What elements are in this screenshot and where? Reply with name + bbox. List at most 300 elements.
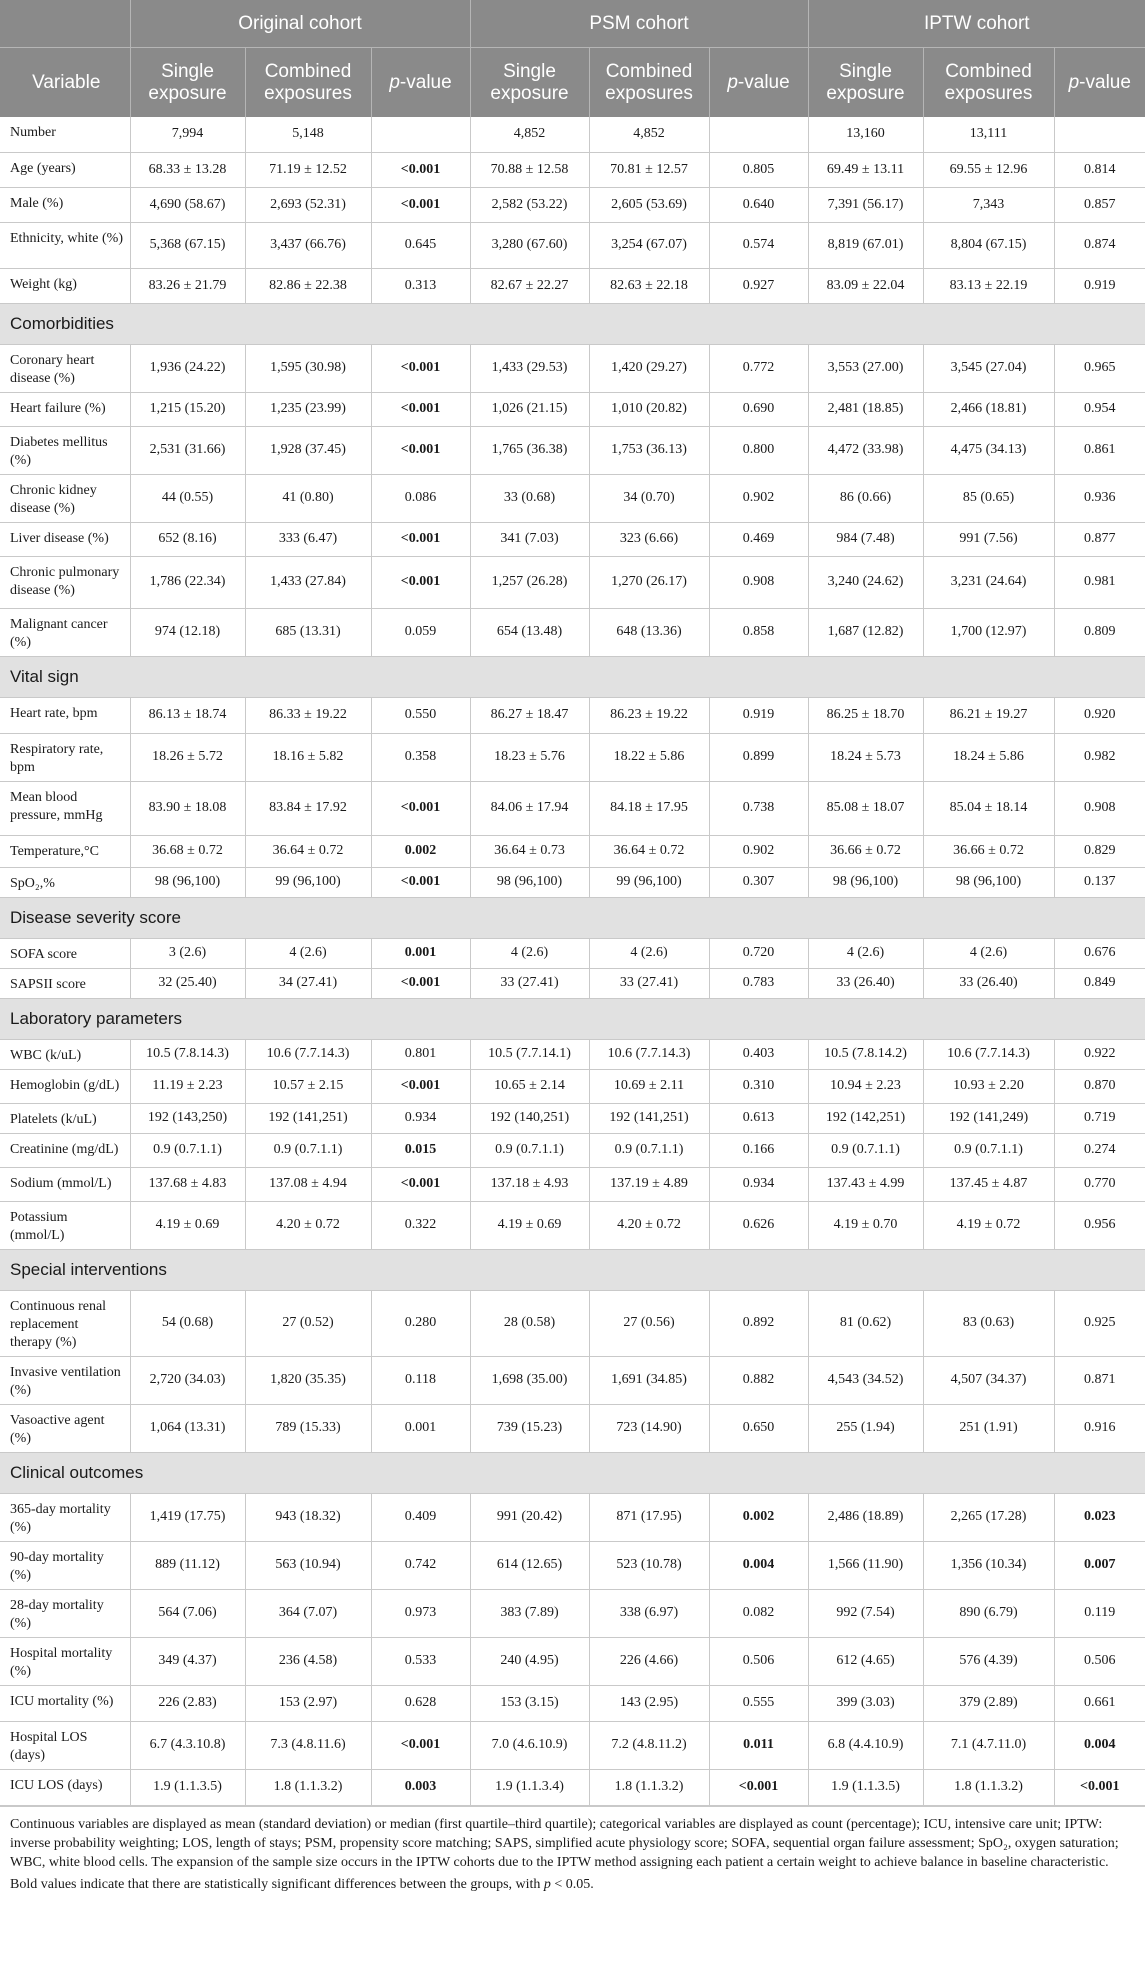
value-cell: 10.6 (7.7.14.3) — [589, 1039, 709, 1069]
value-cell: 2,531 (31.66) — [130, 426, 245, 474]
value-cell: 1,765 (36.38) — [470, 426, 589, 474]
value-cell: 251 (1.91) — [923, 1404, 1054, 1452]
p-value-cell: 0.007 — [1054, 1541, 1145, 1589]
row-label: Weight (kg) — [0, 268, 130, 303]
value-cell: 1,753 (36.13) — [589, 426, 709, 474]
value-cell: 4.19 ± 0.69 — [470, 1201, 589, 1249]
p-value-cell: 0.626 — [709, 1201, 808, 1249]
value-cell: 4,543 (34.52) — [808, 1356, 923, 1404]
value-cell: 0.9 (0.7.1.1) — [470, 1133, 589, 1167]
p-value-cell: 0.927 — [709, 268, 808, 303]
table-row — [0, 608, 1145, 656]
p-value-cell: 0.307 — [709, 867, 808, 897]
value-cell: 0.9 (0.7.1.1) — [808, 1133, 923, 1167]
table-row — [0, 222, 1145, 268]
value-cell: 4,475 (34.13) — [923, 426, 1054, 474]
p-value-cell: 0.001 — [371, 1404, 470, 1452]
table-row — [0, 426, 1145, 474]
value-cell: 69.49 ± 13.11 — [808, 152, 923, 187]
p-value-cell: 0.922 — [1054, 1039, 1145, 1069]
p-value-cell: 0.280 — [371, 1290, 470, 1356]
value-cell: 99 (96,100) — [589, 867, 709, 897]
row-label: Ethnicity, white (%) — [0, 222, 130, 268]
value-cell: 36.64 ± 0.72 — [245, 835, 371, 867]
row-label: Sodium (mmol/L) — [0, 1167, 130, 1201]
value-cell: 4.20 ± 0.72 — [589, 1201, 709, 1249]
value-cell: 2,720 (34.03) — [130, 1356, 245, 1404]
p-value-cell — [709, 117, 808, 152]
value-cell: 1,356 (10.34) — [923, 1541, 1054, 1589]
p-value-cell: 0.011 — [709, 1721, 808, 1769]
value-cell: 86.27 ± 18.47 — [470, 697, 589, 733]
value-cell: 137.43 ± 4.99 — [808, 1167, 923, 1201]
section-row — [0, 897, 1145, 938]
value-cell: 0.9 (0.7.1.1) — [589, 1133, 709, 1167]
p-value-cell: 0.082 — [709, 1589, 808, 1637]
value-cell: 1,026 (21.15) — [470, 392, 589, 426]
p-value-cell: 0.925 — [1054, 1290, 1145, 1356]
value-cell: 18.16 ± 5.82 — [245, 733, 371, 781]
value-cell: 614 (12.65) — [470, 1541, 589, 1589]
value-cell: 86.21 ± 19.27 — [923, 697, 1054, 733]
p-value-cell: 0.015 — [371, 1133, 470, 1167]
row-label: Continuous renal replacement therapy (%) — [0, 1290, 130, 1356]
row-label: 28-day mortality (%) — [0, 1589, 130, 1637]
combined-exposures-header: Combined exposures — [245, 48, 371, 118]
row-label: Age (years) — [0, 152, 130, 187]
value-cell: 0.9 (0.7.1.1) — [245, 1133, 371, 1167]
value-cell: 1,010 (20.82) — [589, 392, 709, 426]
combined-exposures-header: Combined exposures — [589, 48, 709, 118]
p-value-cell: 0.533 — [371, 1637, 470, 1685]
value-cell: 137.18 ± 4.93 — [470, 1167, 589, 1201]
value-cell: 333 (6.47) — [245, 522, 371, 556]
row-label: Mean blood pressure, mmHg — [0, 781, 130, 835]
table-row — [0, 1541, 1145, 1589]
p-value-cell: 0.770 — [1054, 1167, 1145, 1201]
p-value-cell: 0.874 — [1054, 222, 1145, 268]
value-cell: 3,280 (67.60) — [470, 222, 589, 268]
row-label: Hemoglobin (g/dL) — [0, 1069, 130, 1103]
value-cell: 1,691 (34.85) — [589, 1356, 709, 1404]
value-cell: 240 (4.95) — [470, 1637, 589, 1685]
value-cell: 192 (141,249) — [923, 1103, 1054, 1133]
single-exposure-header: Single exposure — [808, 48, 923, 118]
p-value-cell: 0.902 — [709, 474, 808, 522]
value-cell: 991 (7.56) — [923, 522, 1054, 556]
value-cell: 383 (7.89) — [470, 1589, 589, 1637]
value-cell: 68.33 ± 13.28 — [130, 152, 245, 187]
row-label: 90-day mortality (%) — [0, 1541, 130, 1589]
table-body — [0, 117, 1145, 1805]
p-value-cell: 0.934 — [371, 1103, 470, 1133]
table-row — [0, 474, 1145, 522]
p-value-cell: 0.919 — [709, 697, 808, 733]
value-cell: 69.55 ± 12.96 — [923, 152, 1054, 187]
value-cell: 226 (2.83) — [130, 1685, 245, 1721]
value-cell: 4.19 ± 0.72 — [923, 1201, 1054, 1249]
value-cell: 41 (0.80) — [245, 474, 371, 522]
p-value-cell: 0.002 — [709, 1493, 808, 1541]
value-cell: 192 (141,251) — [589, 1103, 709, 1133]
p-value-cell: <0.001 — [371, 344, 470, 392]
value-cell: 889 (11.12) — [130, 1541, 245, 1589]
section-header: Laboratory parameters — [0, 998, 1145, 1039]
table-row — [0, 1039, 1145, 1069]
value-cell: 13,111 — [923, 117, 1054, 152]
p-value-cell: 0.003 — [371, 1769, 470, 1805]
value-cell: 2,486 (18.89) — [808, 1493, 923, 1541]
row-label: Potassium (mmol/L) — [0, 1201, 130, 1249]
value-cell: 143 (2.95) — [589, 1685, 709, 1721]
table-row — [0, 392, 1145, 426]
value-cell: 192 (140,251) — [470, 1103, 589, 1133]
group-header-original: Original cohort — [130, 0, 470, 48]
value-cell: 98 (96,100) — [130, 867, 245, 897]
value-cell: 4.19 ± 0.69 — [130, 1201, 245, 1249]
p-value-cell: 0.313 — [371, 268, 470, 303]
value-cell: 943 (18.32) — [245, 1493, 371, 1541]
value-cell: 27 (0.52) — [245, 1290, 371, 1356]
value-cell: 6.7 (4.3.10.8) — [130, 1721, 245, 1769]
value-cell: 7,391 (56.17) — [808, 187, 923, 222]
value-cell: 11.19 ± 2.23 — [130, 1069, 245, 1103]
value-cell: 349 (4.37) — [130, 1637, 245, 1685]
row-label: SpO₂,% — [0, 867, 130, 897]
table-row — [0, 1290, 1145, 1356]
p-value-cell: 0.574 — [709, 222, 808, 268]
value-cell: 1,215 (15.20) — [130, 392, 245, 426]
p-value-cell: 0.322 — [371, 1201, 470, 1249]
value-cell: 226 (4.66) — [589, 1637, 709, 1685]
p-value-header: p-value — [371, 48, 470, 118]
p-value-cell: 0.086 — [371, 474, 470, 522]
row-label: ICU mortality (%) — [0, 1685, 130, 1721]
p-value-cell: 0.877 — [1054, 522, 1145, 556]
table-row — [0, 152, 1145, 187]
p-value-cell: 0.469 — [709, 522, 808, 556]
p-value-cell: <0.001 — [371, 152, 470, 187]
value-cell: 576 (4.39) — [923, 1637, 1054, 1685]
value-cell: 70.88 ± 12.58 — [470, 152, 589, 187]
table-row — [0, 835, 1145, 867]
value-cell: 98 (96,100) — [808, 867, 923, 897]
p-value-cell: 0.882 — [709, 1356, 808, 1404]
row-label: Respiratory rate, bpm — [0, 733, 130, 781]
value-cell: 33 (27.41) — [589, 968, 709, 998]
value-cell: 36.68 ± 0.72 — [130, 835, 245, 867]
value-cell: 1,936 (24.22) — [130, 344, 245, 392]
p-value-cell: 0.690 — [709, 392, 808, 426]
value-cell: 82.63 ± 22.18 — [589, 268, 709, 303]
p-value-cell: 0.650 — [709, 1404, 808, 1452]
value-cell: 10.57 ± 2.15 — [245, 1069, 371, 1103]
value-cell: 1.8 (1.1.3.2) — [245, 1769, 371, 1805]
value-cell: 10.5 (7.8.14.2) — [808, 1039, 923, 1069]
group-header-iptw: IPTW cohort — [808, 0, 1145, 48]
value-cell: 54 (0.68) — [130, 1290, 245, 1356]
value-cell: 98 (96,100) — [470, 867, 589, 897]
p-value-cell: 0.956 — [1054, 1201, 1145, 1249]
table-row — [0, 1721, 1145, 1769]
value-cell: 341 (7.03) — [470, 522, 589, 556]
table-row — [0, 1167, 1145, 1201]
table-row — [0, 1069, 1145, 1103]
value-cell: 0.9 (0.7.1.1) — [130, 1133, 245, 1167]
value-cell: 3,254 (67.07) — [589, 222, 709, 268]
p-value-cell: 0.783 — [709, 968, 808, 998]
value-cell: 2,481 (18.85) — [808, 392, 923, 426]
value-cell: 7.2 (4.8.11.2) — [589, 1721, 709, 1769]
value-cell: 685 (13.31) — [245, 608, 371, 656]
table-row — [0, 697, 1145, 733]
single-exposure-header: Single exposure — [130, 48, 245, 118]
value-cell: 1.9 (1.1.3.4) — [470, 1769, 589, 1805]
section-header: Clinical outcomes — [0, 1452, 1145, 1493]
variable-column-header: Variable — [0, 48, 130, 118]
p-value-cell: 0.613 — [709, 1103, 808, 1133]
value-cell: 85 (0.65) — [923, 474, 1054, 522]
p-value-cell: 0.738 — [709, 781, 808, 835]
value-cell: 1,820 (35.35) — [245, 1356, 371, 1404]
value-cell: 192 (143,250) — [130, 1103, 245, 1133]
p-value-cell: 0.801 — [371, 1039, 470, 1069]
value-cell: 18.22 ± 5.86 — [589, 733, 709, 781]
value-cell: 85.08 ± 18.07 — [808, 781, 923, 835]
section-header: Disease severity score — [0, 897, 1145, 938]
table-row — [0, 867, 1145, 897]
p-value-cell: <0.001 — [371, 556, 470, 608]
value-cell: 34 (27.41) — [245, 968, 371, 998]
p-value-cell: <0.001 — [371, 968, 470, 998]
p-value-cell: 0.908 — [709, 556, 808, 608]
table-row — [0, 1103, 1145, 1133]
p-value-cell: 0.720 — [709, 938, 808, 968]
value-cell: 564 (7.06) — [130, 1589, 245, 1637]
row-label: Malignant cancer (%) — [0, 608, 130, 656]
value-cell: 18.23 ± 5.76 — [470, 733, 589, 781]
table-row — [0, 344, 1145, 392]
value-cell: 2,693 (52.31) — [245, 187, 371, 222]
value-cell: 1,698 (35.00) — [470, 1356, 589, 1404]
section-header: Special interventions — [0, 1249, 1145, 1290]
table-header — [0, 0, 1145, 117]
value-cell: 7.1 (4.7.11.0) — [923, 1721, 1054, 1769]
table-row — [0, 1133, 1145, 1167]
p-value-cell: 0.849 — [1054, 968, 1145, 998]
p-value-cell: 0.004 — [709, 1541, 808, 1589]
value-cell: 10.6 (7.7.14.3) — [923, 1039, 1054, 1069]
value-cell: 364 (7.07) — [245, 1589, 371, 1637]
value-cell: 4,852 — [470, 117, 589, 152]
value-cell: 82.67 ± 22.27 — [470, 268, 589, 303]
p-value-cell: 0.861 — [1054, 426, 1145, 474]
value-cell: 0.9 (0.7.1.1) — [923, 1133, 1054, 1167]
p-value-cell: 0.676 — [1054, 938, 1145, 968]
p-value-cell: 0.640 — [709, 187, 808, 222]
p-value-header: p-value — [1054, 48, 1145, 118]
value-cell: 1,235 (23.99) — [245, 392, 371, 426]
row-label: 365-day mortality (%) — [0, 1493, 130, 1541]
value-cell: 739 (15.23) — [470, 1404, 589, 1452]
p-value-cell: <0.001 — [371, 187, 470, 222]
value-cell: 1.9 (1.1.3.5) — [808, 1769, 923, 1805]
section-header: Vital sign — [0, 656, 1145, 697]
value-cell: 137.68 ± 4.83 — [130, 1167, 245, 1201]
value-cell: 1,687 (12.82) — [808, 608, 923, 656]
value-cell: 18.26 ± 5.72 — [130, 733, 245, 781]
p-value-cell: 0.805 — [709, 152, 808, 187]
p-value-cell: 0.119 — [1054, 1589, 1145, 1637]
value-cell: 6.8 (4.4.10.9) — [808, 1721, 923, 1769]
value-cell: 84.18 ± 17.95 — [589, 781, 709, 835]
row-label: Chronic kidney disease (%) — [0, 474, 130, 522]
row-label: Diabetes mellitus (%) — [0, 426, 130, 474]
value-cell: 2,265 (17.28) — [923, 1493, 1054, 1541]
value-cell: 4 (2.6) — [589, 938, 709, 968]
value-cell: 192 (141,251) — [245, 1103, 371, 1133]
value-cell: 153 (3.15) — [470, 1685, 589, 1721]
p-value-cell: 0.274 — [1054, 1133, 1145, 1167]
value-cell: 10.94 ± 2.23 — [808, 1069, 923, 1103]
value-cell: 1.8 (1.1.3.2) — [589, 1769, 709, 1805]
table-row — [0, 268, 1145, 303]
table-row — [0, 968, 1145, 998]
p-value-cell: 0.137 — [1054, 867, 1145, 897]
value-cell: 648 (13.36) — [589, 608, 709, 656]
p-value-cell: 0.899 — [709, 733, 808, 781]
value-cell: 2,605 (53.69) — [589, 187, 709, 222]
row-label: Vasoactive agent (%) — [0, 1404, 130, 1452]
p-value-cell: 0.506 — [709, 1637, 808, 1685]
p-value-cell: <0.001 — [371, 522, 470, 556]
table-row — [0, 781, 1145, 835]
value-cell: 652 (8.16) — [130, 522, 245, 556]
combined-exposures-header: Combined exposures — [923, 48, 1054, 118]
value-cell: 34 (0.70) — [589, 474, 709, 522]
value-cell: 137.19 ± 4.89 — [589, 1167, 709, 1201]
value-cell: 379 (2.89) — [923, 1685, 1054, 1721]
row-label: Temperature,°C — [0, 835, 130, 867]
value-cell: 4 (2.6) — [245, 938, 371, 968]
group-header-psm: PSM cohort — [470, 0, 808, 48]
row-label: Heart rate, bpm — [0, 697, 130, 733]
row-label: Hospital LOS (days) — [0, 1721, 130, 1769]
section-header: Comorbidities — [0, 303, 1145, 344]
value-cell: 7,343 — [923, 187, 1054, 222]
p-value-cell: 0.981 — [1054, 556, 1145, 608]
p-value-cell: 0.871 — [1054, 1356, 1145, 1404]
row-label: Number — [0, 117, 130, 152]
value-cell: 1,566 (11.90) — [808, 1541, 923, 1589]
value-cell: 1,270 (26.17) — [589, 556, 709, 608]
value-cell: 83.90 ± 18.08 — [130, 781, 245, 835]
row-label: Chronic pulmonary disease (%) — [0, 556, 130, 608]
p-value-cell: 0.908 — [1054, 781, 1145, 835]
value-cell: 1,257 (26.28) — [470, 556, 589, 608]
row-label: Invasive ventilation (%) — [0, 1356, 130, 1404]
value-cell: 18.24 ± 5.73 — [808, 733, 923, 781]
single-exposure-header: Single exposure — [470, 48, 589, 118]
table-footnotes — [0, 1806, 1145, 1894]
row-label: WBC (k/uL) — [0, 1039, 130, 1069]
table-row — [0, 522, 1145, 556]
table-row — [0, 938, 1145, 968]
value-cell: 71.19 ± 12.52 — [245, 152, 371, 187]
p-value-cell: 0.002 — [371, 835, 470, 867]
table-row — [0, 1769, 1145, 1805]
p-value-cell: 0.506 — [1054, 1637, 1145, 1685]
value-cell: 4,852 — [589, 117, 709, 152]
value-cell: 789 (15.33) — [245, 1404, 371, 1452]
p-value-cell: <0.001 — [1054, 1769, 1145, 1805]
value-cell: 86.13 ± 18.74 — [130, 697, 245, 733]
value-cell: 85.04 ± 18.14 — [923, 781, 1054, 835]
value-cell: 338 (6.97) — [589, 1589, 709, 1637]
value-cell: 4.20 ± 0.72 — [245, 1201, 371, 1249]
value-cell: 1,420 (29.27) — [589, 344, 709, 392]
value-cell: 7,994 — [130, 117, 245, 152]
value-cell: 10.6 (7.7.14.3) — [245, 1039, 371, 1069]
row-label: SAPSII score — [0, 968, 130, 998]
p-value-header: p-value — [709, 48, 808, 118]
p-value-cell: 0.403 — [709, 1039, 808, 1069]
p-value-cell: 0.870 — [1054, 1069, 1145, 1103]
value-cell: 10.93 ± 2.20 — [923, 1069, 1054, 1103]
p-value-cell: 0.934 — [709, 1167, 808, 1201]
value-cell: 27 (0.56) — [589, 1290, 709, 1356]
p-value-cell: 0.645 — [371, 222, 470, 268]
value-cell: 33 (26.40) — [808, 968, 923, 998]
p-value-cell: 0.555 — [709, 1685, 808, 1721]
value-cell: 36.64 ± 0.73 — [470, 835, 589, 867]
row-label: Male (%) — [0, 187, 130, 222]
value-cell: 7.0 (4.6.10.9) — [470, 1721, 589, 1769]
value-cell: 83.84 ± 17.92 — [245, 781, 371, 835]
value-cell: 8,819 (67.01) — [808, 222, 923, 268]
value-cell: 84.06 ± 17.94 — [470, 781, 589, 835]
value-cell: 991 (20.42) — [470, 1493, 589, 1541]
p-value-cell: 0.809 — [1054, 608, 1145, 656]
value-cell: 98 (96,100) — [923, 867, 1054, 897]
value-cell: 3 (2.6) — [130, 938, 245, 968]
p-value-cell: <0.001 — [371, 426, 470, 474]
p-value-cell: 0.772 — [709, 344, 808, 392]
value-cell: 33 (0.68) — [470, 474, 589, 522]
value-cell: 723 (14.90) — [589, 1404, 709, 1452]
p-value-cell: <0.001 — [371, 1167, 470, 1201]
p-value-cell: 0.936 — [1054, 474, 1145, 522]
value-cell: 2,582 (53.22) — [470, 187, 589, 222]
p-value-cell: 0.973 — [371, 1589, 470, 1637]
value-cell: 10.69 ± 2.11 — [589, 1069, 709, 1103]
value-cell: 137.45 ± 4.87 — [923, 1167, 1054, 1201]
p-value-cell: 0.310 — [709, 1069, 808, 1103]
value-cell: 28 (0.58) — [470, 1290, 589, 1356]
p-value-cell: 0.550 — [371, 697, 470, 733]
row-label: Coronary heart disease (%) — [0, 344, 130, 392]
table-row — [0, 117, 1145, 152]
value-cell: 5,368 (67.15) — [130, 222, 245, 268]
p-value-cell: 0.661 — [1054, 1685, 1145, 1721]
table-row — [0, 1685, 1145, 1721]
section-row — [0, 656, 1145, 697]
value-cell: 137.08 ± 4.94 — [245, 1167, 371, 1201]
value-cell: 83.13 ± 22.19 — [923, 268, 1054, 303]
value-cell: 13,160 — [808, 117, 923, 152]
value-cell: 86.23 ± 19.22 — [589, 697, 709, 733]
value-cell: 399 (3.03) — [808, 1685, 923, 1721]
